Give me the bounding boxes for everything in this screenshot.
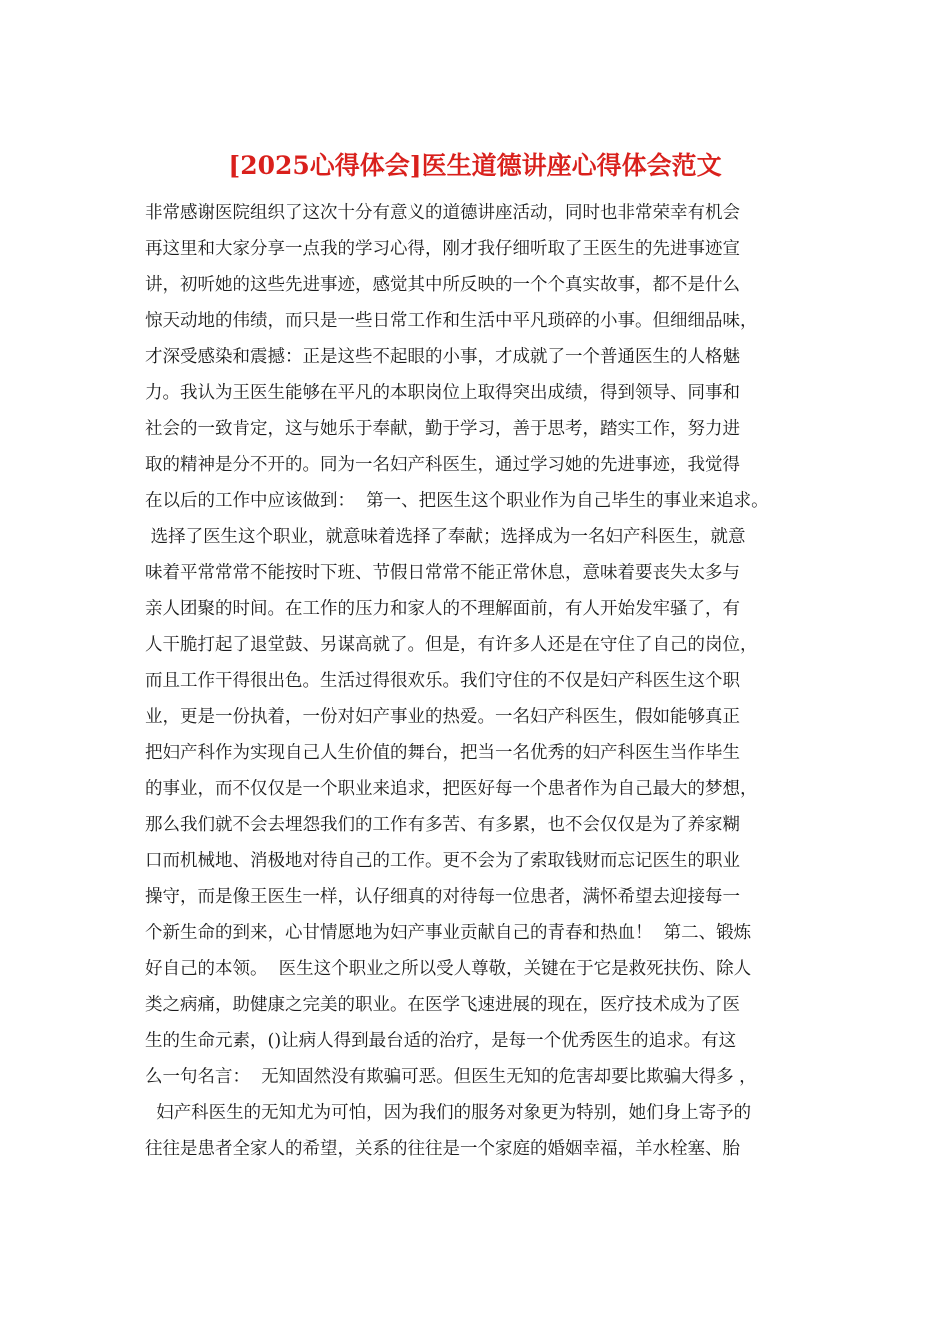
body-line: 类之病痛，助健康之完美的职业。在医学飞速进展的现在，医疗技术成为了医 [145, 995, 740, 1015]
body-line: 好自己的本领。 医生这个职业之所以受人尊敬，关键在于它是救死扶伤、除人 [145, 959, 752, 979]
body-line: 个新生命的到来，心甘情愿地为妇产事业贡献自己的青春和热血！ 第二、锻炼 [145, 923, 752, 943]
body-line: 在以后的工作中应该做到： 第一、把医生这个职业作为自己毕生的事业来追求。 [145, 491, 769, 511]
body-line: 把妇产科作为实现自己人生价值的舞台，把当一名优秀的妇产科医生当作毕生 [145, 743, 740, 763]
body-line: 人干脆打起了退堂鼓、另谋高就了。但是，有许多人还是在守住了自己的岗位， [145, 635, 758, 655]
body-line: 操守，而是像王医生一样，认仔细真的对待每一位患者，满怀希望去迎接每一 [145, 887, 740, 907]
body-line: 那么我们就不会去埋怨我们的工作有多苦、有多累，也不会仅仅是为了养家糊 [145, 815, 740, 835]
body-line: 而且工作干得很出色。生活过得很欢乐。我们守住的不仅是妇产科医生这个职 [145, 671, 740, 691]
body-line: 力。我认为王医生能够在平凡的本职岗位上取得突出成绩，得到领导、同事和 [145, 383, 740, 403]
body-line: 取的精神是分不开的。同为一名妇产科医生，通过学习她的先进事迹，我觉得 [145, 455, 740, 475]
body-line: 味着平常常常不能按时下班、节假日常常不能正常休息，意味着要丧失太多与 [145, 563, 740, 583]
body-line: 选择了医生这个职业，就意味着选择了奉献；选择成为一名妇产科医生，就意 [145, 527, 746, 547]
body-line: 的事业，而不仅仅是一个职业来追求，把医好每一个患者作为自己最大的梦想， [145, 779, 758, 799]
body-line: 么一句名言： 无知固然没有欺骗可恶。但医生无知的危害却要比欺骗大得多 ， [145, 1067, 757, 1087]
body-line: 业，更是一份执着，一份对妇产事业的热爱。一名妇产科医生，假如能够真正 [145, 707, 740, 727]
body-line: 惊天动地的伟绩，而只是一些日常工作和生活中平凡琐碎的小事。但细细品味， [145, 311, 758, 331]
body-line: 讲，初听她的这些先进事迹，感觉其中所反映的一个个真实故事，都不是什么 [145, 275, 740, 295]
body-line: 生的生命元素，()让病人得到最台适的治疗，是每一个优秀医生的追求。有这 [145, 1031, 737, 1051]
body-line: 往往是患者全家人的希望，关系的往往是一个家庭的婚姻幸福，羊水栓塞、胎 [145, 1139, 740, 1159]
document-title: [2025心得体会]医生道德讲座心得体会范文 [228, 151, 722, 180]
document-body [145, 195, 835, 1167]
body-line: 社会的一致肯定，这与她乐于奉献，勤于学习，善于思考，踏实工作，努力进 [145, 419, 740, 439]
body-line: 亲人团聚的时间。在工作的压力和家人的不理解面前，有人开始发牢骚了，有 [145, 599, 740, 619]
body-line: 非常感谢医院组织了这次十分有意义的道德讲座活动，同时也非常荣幸有机会 [145, 203, 740, 223]
body-line: 才深受感染和震撼：正是这些不起眼的小事，才成就了一个普通医生的人格魅 [145, 347, 740, 367]
body-line: 口而机械地、消极地对待自己的工作。更不会为了索取钱财而忘记医生的职业 [145, 851, 740, 871]
body-line: 妇产科医生的无知尤为可怕，因为我们的服务对象更为特别，她们身上寄予的 [145, 1103, 752, 1123]
body-line: 再这里和大家分享一点我的学习心得，刚才我仔细听取了王医生的先进事迹宣 [145, 239, 740, 259]
